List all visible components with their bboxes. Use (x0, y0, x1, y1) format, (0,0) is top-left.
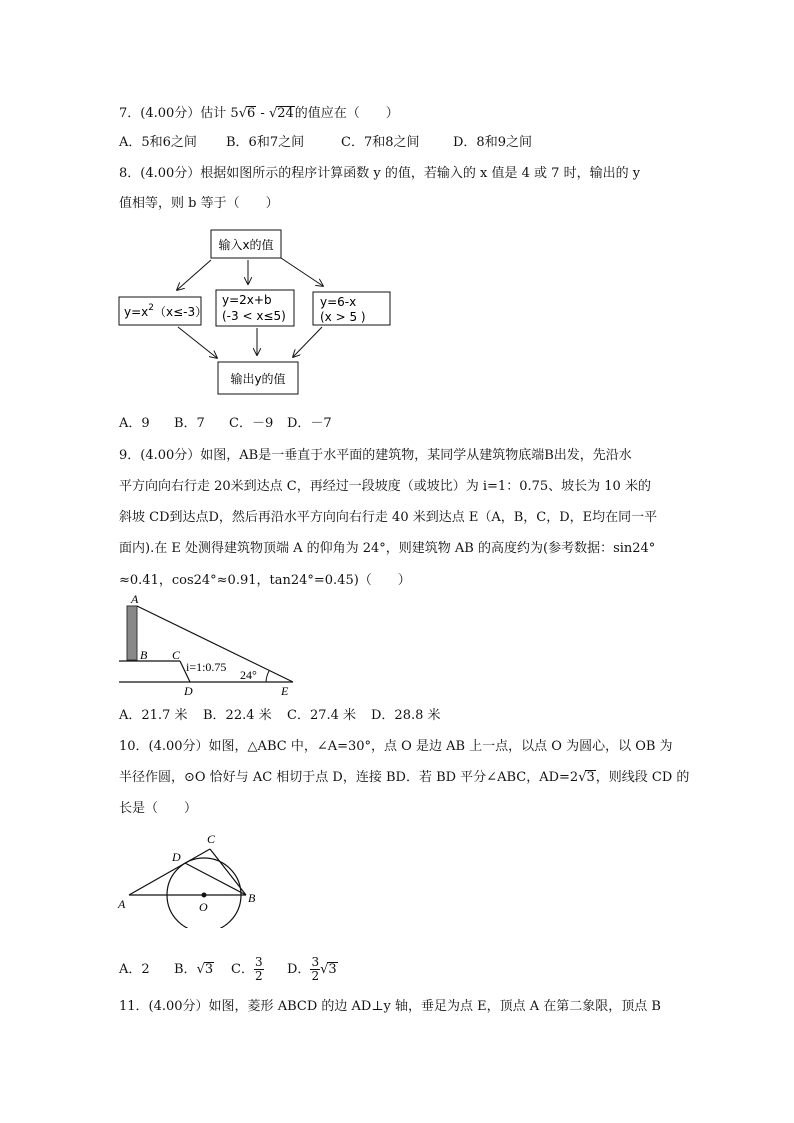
label-d: D (172, 850, 181, 864)
q9-stem-line3: 斜坡 CD到达点D，然后再沿水平方向向右行走 40 米到达点 E（A，B，C，D，E均在同一平 (119, 510, 658, 525)
q10-stem-line2 (119, 768, 689, 788)
sqrt-symbol: √ (268, 106, 278, 121)
angle-arc (266, 671, 269, 682)
q7-option-c: C．7和8之间 (341, 135, 420, 150)
center-dot (202, 893, 207, 898)
flow-case2-line1: y=2x+b (222, 293, 272, 307)
q8-option-c: C．－9 (229, 416, 274, 431)
flow-arrow-to-case3 (281, 258, 323, 286)
sqrt-symbol: √ (196, 962, 205, 977)
q10-figure (115, 828, 265, 928)
q9-option-a: A．21.7 米 (119, 708, 188, 723)
q9-option-c: C．27.4 米 (287, 708, 357, 723)
q10-line2-prefix: 半径作圆，⊙O 恰好与 AC 相切于点 D，连接 BD．若 BD 平分∠ABC，AD=2 (119, 770, 579, 785)
q10-stem-line1: 10．(4.00分）如图，△ABC 中，∠A=30°，点 O 是边 AB 上一点，以点 O 为圆心，以 OB 为 (119, 739, 673, 754)
q7-stem-prefix: 7．(4.00分）估计 5 (119, 106, 239, 121)
fraction: $\frac{3}{2}$ (254, 955, 263, 983)
q8-option-b: B．7 (174, 416, 205, 431)
segment-cb (210, 849, 246, 895)
q9-stem-line2: 平方向向右行走 20米到达点 C，再经过一段坡度（或坡比）为 i=1：0.75、坡长为 10 米的 (119, 479, 651, 494)
q7-option-d: D．8和9之间 (453, 135, 532, 150)
q8-option-a: A．9 (119, 416, 150, 431)
angle-label: 24° (240, 668, 257, 682)
q10-option-d: D． $\frac{3}{2}$ √3 (287, 955, 337, 983)
label-c: C (207, 832, 216, 846)
q10-line2-radicand: 3 (586, 770, 595, 785)
q7-minus: - (256, 106, 269, 121)
label-d: D (184, 684, 193, 698)
q7-stem-suffix: 的值应在（ ） (294, 106, 399, 121)
label-c: C (172, 648, 181, 662)
q11-stem-line1: 11．(4.00分）如图，菱形 ABCD 的边 AD⊥y 轴，垂足为点 E，顶点 A 在第二象限，顶点 B (119, 999, 661, 1014)
q7-stem (119, 104, 399, 124)
flow-arrow-case1-out (178, 327, 217, 358)
flow-case1-text: $y=x^2(x\le-3)$ (124, 303, 208, 319)
label-a: A (131, 592, 139, 606)
q9-stem-line1: 9．(4.00分）如图，AB是一垂直于水平面的建筑物，某同学从建筑物底端B出发，先沿水 (119, 448, 632, 463)
flow-arrow-to-case1 (177, 260, 211, 290)
q9-option-b: B．22.4 米 (203, 708, 272, 723)
label-a: A (118, 897, 126, 911)
flow-case2-line2: (-3 < x≤5) (222, 309, 286, 323)
flow-case3-line2: (x > 5 ) (320, 310, 366, 324)
flow-arrow-case3-out (293, 327, 322, 357)
flow-output-text: 输出y的值 (230, 372, 286, 386)
label-b: B (248, 891, 256, 905)
q7-option-a: A．5和6之间 (119, 135, 197, 150)
q8-flowchart (110, 222, 410, 402)
q10-option-a: A．2 (119, 962, 150, 977)
q7-radicand-1: 6 (247, 106, 256, 121)
building-ab (127, 606, 137, 660)
q10-line2-suffix: ，则线段 CD 的 (595, 770, 690, 785)
segment-ac (129, 849, 210, 895)
flow-case3-line1: y=6-x (320, 295, 357, 309)
label-e: E (281, 684, 289, 698)
q8-option-d: D．－7 (287, 416, 332, 431)
q10-stem-line3: 长是（ ） (119, 801, 198, 816)
label-o: O (199, 900, 208, 914)
q8-stem-line1: 8．(4.00分）根据如图所示的程序计算函数 y 的值，若输入的 x 值是 4 或 7 时，输出的 y (119, 166, 641, 181)
q9-figure (110, 590, 310, 700)
sqrt-symbol: √ (238, 106, 247, 121)
q10-option-b: B．√3 (174, 962, 214, 977)
q9-stem-line5: ≈0.41，cos24°≈0.91，tan24°=0.45)（ ） (119, 573, 411, 588)
sqrt-symbol: √ (320, 962, 329, 977)
q8-stem-line2: 值相等，则 b 等于（ ） (119, 196, 279, 211)
q7-radicand-2: 24 (277, 106, 294, 121)
flow-input-text: 输入x的值 (218, 238, 274, 252)
q9-option-d: D．28.8 米 (371, 708, 441, 723)
sqrt-symbol: √ (578, 770, 587, 785)
q10-option-c: C． $\frac{3}{2}$ (231, 955, 263, 983)
q7-option-b: B．6和7之间 (226, 135, 305, 150)
q9-stem-line4: 面内).在 E 处测得建筑物顶端 A 的仰角为 24°，则建筑物 AB 的高度约为(参考数据：sin24° (119, 541, 656, 556)
fraction: $\frac{3}{2}$ (311, 955, 320, 983)
slope-label: i=1:0.75 (186, 660, 227, 674)
label-b: B (140, 648, 148, 662)
